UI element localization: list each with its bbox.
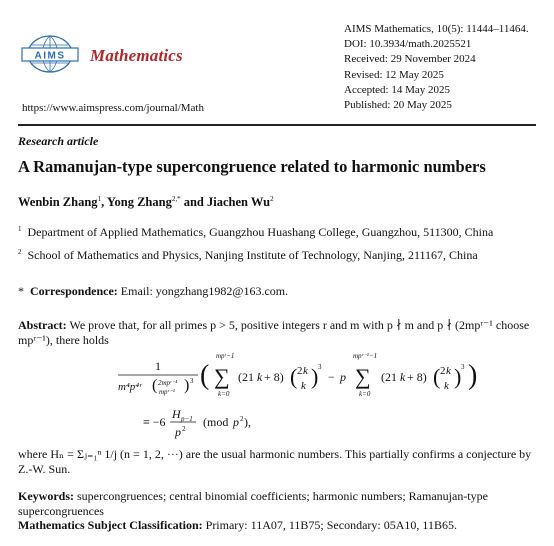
article-type: Research article (18, 134, 99, 148)
svg-text:2: 2 (182, 425, 186, 433)
svg-text:≡ −6: ≡ −6 (143, 415, 166, 429)
svg-text:2: 2 (240, 415, 244, 423)
aims-logo (20, 32, 80, 78)
publication-metadata (344, 22, 529, 113)
article-title: A Ramanujan-type supercongruence related to harmonic numbers (18, 157, 486, 176)
keywords-text: supercongruences; central binomial coefficients; harmonic numbers; Ramanujan-type supercongruences (18, 489, 488, 518)
affiliation-text: Department of Applied Mathematics, Guangzhou Huashang College, Guangzhou, 511300, China (27, 225, 494, 239)
svg-text:k: k (303, 365, 308, 377)
svg-text:k: k (257, 370, 263, 384)
svg-text:(mod: (mod (203, 415, 229, 429)
svg-text:+ 8): + 8) (407, 370, 427, 384)
svg-text:(: ( (152, 377, 158, 394)
author-separator: , (101, 195, 107, 210)
main-formula (0, 348, 554, 448)
abstract-conclusion: where Hₙ = Σⱼ₌₁ⁿ 1/j (n = 1, 2, ···) are the usual harmonic numbers. This partially confirms a conjecture by Z.-W. Sun. (18, 447, 532, 476)
svg-text:1: 1 (155, 359, 161, 373)
msc-text: Primary: 11A07, 11B75; Secondary: 05A10, 11B65. (205, 518, 457, 532)
journal-name: Mathematics (90, 46, 183, 65)
correspondence-email[interactable]: Email: yongzhang1982@163.com. (120, 284, 289, 298)
svg-text:mpʳ⁻¹: mpʳ⁻¹ (159, 388, 175, 396)
affiliation-text: School of Mathematics and Physics, Nanjing Institute of Technology, Nanjing, 211167, China (27, 248, 478, 262)
svg-text:k: k (301, 380, 306, 392)
svg-text:): ) (468, 360, 478, 391)
affiliation (18, 248, 478, 263)
svg-text:k=0: k=0 (359, 390, 371, 398)
svg-text:2mpʳ⁻¹: 2mpʳ⁻¹ (158, 379, 178, 387)
subject-classification (18, 518, 538, 533)
keywords (18, 489, 538, 518)
svg-text:): ) (311, 364, 319, 389)
doi[interactable]: DOI: 10.3934/math.2025521 (344, 38, 472, 51)
svg-text:(: ( (433, 364, 441, 389)
abstract-text: We prove that, for all primes p > 5, positive integers r and m with p ∤ m and p ∤ (2mpʳ⁻¹ choose mpʳ⁻¹), there holds (18, 318, 530, 347)
author-list (18, 195, 274, 210)
affiliation (18, 225, 493, 240)
author-name: Yong Zhang (106, 195, 172, 210)
accepted-date: Accepted: 14 May 2025 (344, 83, 450, 96)
correspondence (18, 284, 288, 299)
svg-text:+ 8): + 8) (264, 370, 284, 384)
revised-date: Revised: 12 May 2025 (344, 68, 444, 81)
svg-text:mpʳ−1: mpʳ−1 (216, 352, 235, 360)
author-name: Jiachen Wu (206, 195, 271, 210)
header-divider (18, 124, 536, 126)
svg-text:2: 2 (440, 365, 446, 377)
svg-text:),: ), (244, 415, 251, 429)
author-sup: 2,* (171, 195, 181, 203)
abstract (18, 318, 538, 347)
svg-text:mpʳ⁻¹−1: mpʳ⁻¹−1 (353, 352, 378, 360)
svg-text:): ) (184, 377, 190, 394)
author-separator: and (180, 195, 207, 210)
logo-text: AIMS (34, 50, 66, 62)
svg-text:∑: ∑ (355, 364, 371, 389)
author-sup: 2 (270, 195, 274, 203)
svg-text:k: k (444, 380, 449, 392)
svg-text:k: k (400, 370, 406, 384)
svg-text:p−1: p−1 (181, 415, 193, 423)
msc-label: Mathematics Subject Classification: (18, 518, 203, 532)
published-date: Published: 20 May 2025 (344, 99, 452, 112)
svg-text:3: 3 (318, 363, 322, 371)
svg-text:p: p (233, 415, 239, 429)
abstract-label: Abstract: (18, 318, 67, 332)
svg-text:3: 3 (190, 377, 194, 385)
svg-text:(: ( (200, 360, 210, 391)
author-name: Wenbin Zhang (18, 195, 98, 210)
svg-text:m⁴p⁴ʳ: m⁴p⁴ʳ (118, 381, 142, 393)
svg-text:3: 3 (461, 363, 465, 371)
svg-text:2: 2 (297, 365, 303, 377)
correspondence-label: Correspondence: (30, 284, 118, 298)
svg-text:): ) (454, 364, 462, 389)
journal-url[interactable]: https://www.aimspress.com/journal/Math (22, 102, 204, 114)
affiliation-number: 1 (18, 225, 22, 233)
svg-text:H: H (172, 407, 181, 421)
author-sup: 1 (97, 195, 102, 203)
received-date: Received: 29 November 2024 (344, 53, 476, 66)
affiliation-number: 2 (18, 248, 22, 256)
svg-text:(: ( (290, 364, 298, 389)
svg-text:∑: ∑ (214, 364, 230, 389)
svg-text:−: − (328, 370, 335, 384)
svg-text:k=0: k=0 (218, 390, 230, 398)
svg-text:k: k (446, 365, 451, 377)
svg-text:(21: (21 (238, 370, 254, 384)
svg-text:(21: (21 (381, 370, 397, 384)
svg-text:p: p (175, 425, 181, 439)
svg-text:p: p (340, 370, 346, 384)
citation: AIMS Mathematics, 10(5): 11444–11464. (344, 23, 529, 35)
keywords-label: Keywords: (18, 489, 74, 503)
correspondence-mark: * (18, 284, 24, 298)
